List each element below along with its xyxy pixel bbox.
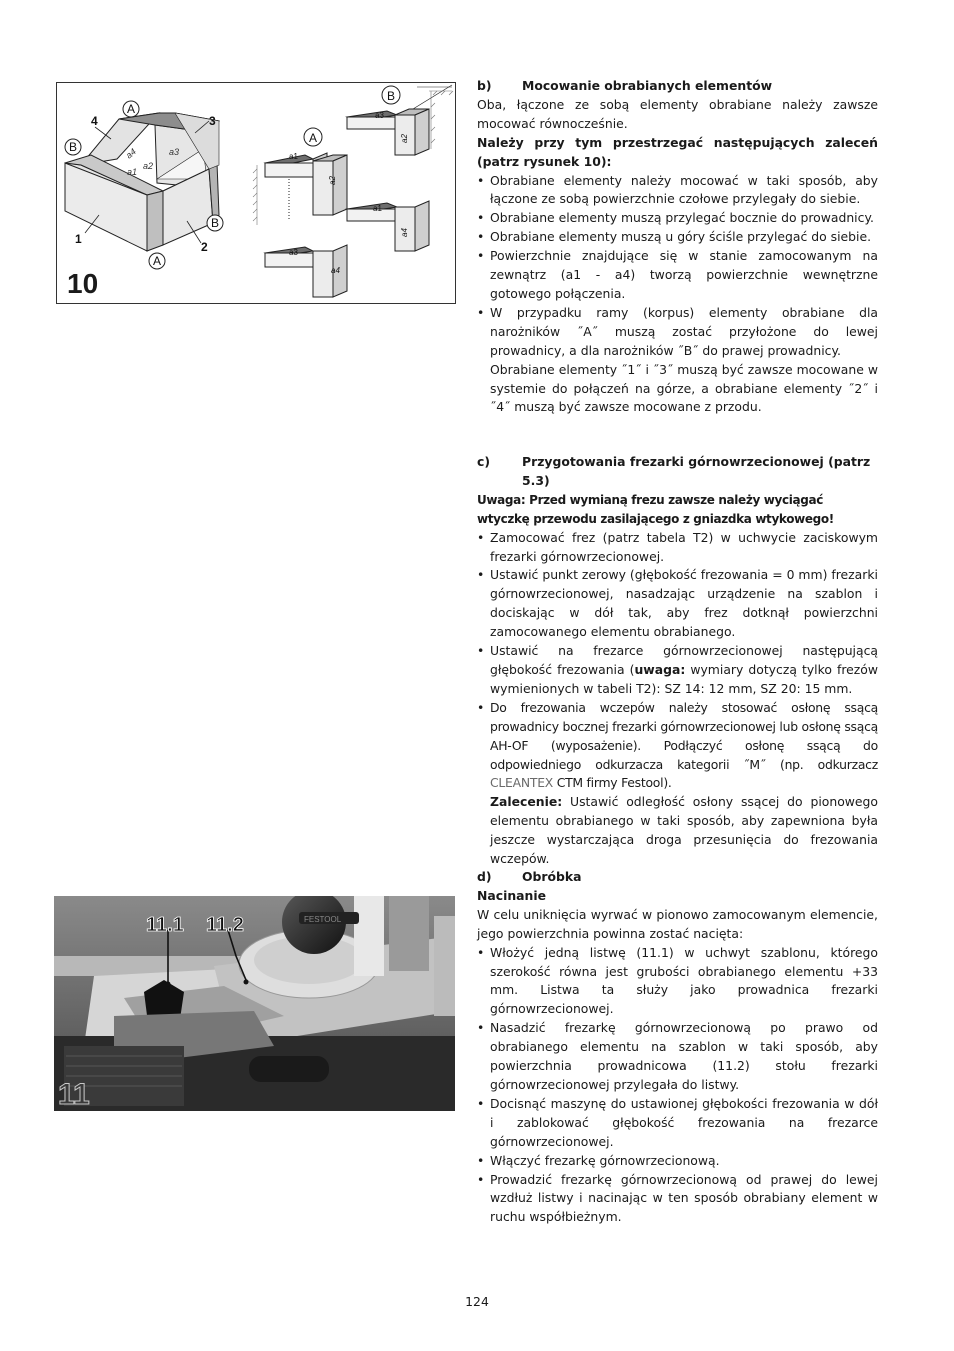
section-c-bullet-extraction [477,699,878,794]
section-b-title: Mocowanie obrabianych elementów [522,78,773,93]
section-d-heading [477,868,878,887]
section-d-letter: d) [477,869,492,884]
box-label-a4: a4 [123,146,138,161]
figure-10 [56,82,456,304]
section-c-bullet: • Ustawić punkt zerowy (głębokość frezowania = 0 mm) frezarki górnowrzecionowej, nasadzając urządzenie na szablon i dociskając w dół tak, aby frez dotknął powierzchni zamocowanego elementu obrabianego. [477,566,878,642]
pieces-label-a3-bottom: a3 [289,248,298,257]
page-number: 124 [465,1294,489,1309]
pieces-label-a2-top: a2 [400,134,409,143]
box-assembly [65,113,219,251]
section-d-intro: W celu uniknięcia wyrwać w pionowo zamocowanym elemencie, jego powierzchnia powinna zostać nacięta: [477,906,878,941]
pieces-label-a4-mid: a4 [400,228,409,237]
box-label-4: 4 [91,114,98,128]
section-c-recommendation [477,793,878,869]
figure-10-drawing [57,83,455,303]
box-label-3: 3 [209,114,216,128]
box-label-a1: a1 [127,167,138,177]
section-c [477,453,878,869]
section-d-bullets [477,944,878,1228]
section-b-bullets [477,172,878,361]
section-c-bullet3-rest: wymiary dotyczą tylko frezów wymienionych w tabeli T2): SZ 14: 12 mm, SZ 20: 15 mm. [490,661,878,696]
pieces-label-a3-top: a3 [375,111,384,120]
section-b-continuation: Obrabiane elementy ˝1˝ i ˝3˝ muszą być zawsze mocowane w systemie do połączeń na górze, a obrabiane elementy ˝2˝ i ˝4˝ muszą być zawsze mocowane z przodu. [490,361,878,415]
figure-10-number: 10 [67,268,99,299]
section-c-recommend-text: Ustawić odległość osłony ssącej do pionowego elementu obrabianego w taki sposób, aby zapewniona była jeszcze wystarczająca droga przesunięcia do frezowania wczepów. [490,794,878,867]
photo-label-11-2: 11.2 [206,914,244,936]
section-c-bullet3-note: uwaga: [634,661,686,677]
box-label-1: 1 [75,232,82,246]
section-c-bullets [477,529,878,794]
section-d-bullet: • Nasadzić frezarkę górnowrzecionową po prawo od obrabianego elementu na szablon w taki sposób, aby powierzchnia prowadnicowa (11.2) stołu frezarki górnowrzecionowej przylegała do listwy. [477,1019,878,1095]
marker-B-bottom: B [210,216,220,230]
section-c-heading [477,453,878,491]
piece-pair-b-middle [347,201,429,251]
figure-11-drawing [54,896,455,1111]
router-brand-text: FESTOOL [304,915,342,924]
section-d-bullet: • Włożyć jedną listwę (11.1) w uchwyt szablonu, którego szerokość równa jest grubości obrabianego elementu +33 mm. Listwa ta służy jako prowadnica frezarki górnowrzecionowej. [477,944,878,1020]
section-d [477,868,878,1227]
section-c-bullet: • Zamocować frez (patrz tabela T2) w uchwycie zaciskowym frezarki górnowrzecionowej. [477,529,878,567]
figure-11-photo [54,896,455,1111]
section-b-bullet: • W przypadku ramy (korpus) elementy obrabiane dla narożników ˝A˝ muszą zostać przyłożone do lewej prowadnicy, a dla narożników ˝B˝ do prawej prowadnicy. [477,304,878,361]
piece-pair-a-top [265,153,347,221]
pieces-label-a1-mid: a1 [373,204,382,213]
section-d-title: Obróbka [522,869,582,884]
section-b [477,77,878,417]
section-c-title: Przygotowania frezarki górnowrzecionowej (patrz 5.3) [522,454,871,488]
section-b-rule: Należy przy tym przestrzegać następujących zaleceń (patrz rysunek 10): [477,134,878,169]
box-label-2: 2 [201,240,208,254]
section-b-bullet: • Obrabiane elementy muszą u góry ściśle przylegać do siebie. [477,228,878,247]
section-c-letter: c) [477,454,491,469]
photo-label-11-1: 11.1 [146,914,184,936]
marker-A-right: A [308,131,318,145]
section-b-bullet: • Obrabiane elementy muszą przylegać bocznie do prowadnicy. [477,209,878,228]
section-d-bullet: • Włączyć frezarkę górnowrzecionową. [477,1152,878,1171]
section-b-intro: Oba, łączone ze sobą elementy obrabiane należy zawsze mocować równocześnie. [477,96,878,131]
figure-11-number: 11 [58,1078,90,1111]
marker-A-bottom: A [152,254,162,268]
section-c-recommend-label: Zalecenie: [490,794,563,810]
box-label-a3: a3 [169,147,180,157]
section-c-bullet4-rest: CTM firmy Festool). [553,775,672,791]
section-c-bullet4-text: Do frezowania wczepów należy stosować osłonę ssącą prowadnicy bocznej frezarki górnowrzecionowej lub osłonę ssącą AH-OF (wyposażenie). Podłączyć osłonę ssącą do odpowiedniego odkurzacza kategorii ˝M˝ (np. odkurzacz [490,699,878,772]
pieces-label-a2-mid: a2 [328,176,337,185]
section-d-bullet: • Prowadzić frezarkę górnowrzecionową od prawej do lewej wzdłuż listwy i nacinając w ten sposób obrabiany element w ruchu współbieżnym. [477,1171,878,1228]
pieces-label-a1-top: a1 [289,152,298,161]
section-c-bullet-depth [477,642,878,699]
section-d-subtitle: Nacinanie [477,887,546,903]
section-b-bullet: • Powierzchnie znajdujące się w stanie zamocowanym na zewnątrz (a1 - a4) tworzą powierzchnie wewnętrzne gotowego połączenia. [477,247,878,304]
section-b-letter: b) [477,78,492,93]
box-label-a2: a2 [143,161,154,171]
marker-B-left: B [68,140,78,154]
section-c-cleantex-brand: CLEANTEX [490,775,554,791]
pieces-label-a4-bottom: a4 [331,266,340,275]
section-d-bullet: • Docisnąć maszynę do ustawionej głębokości frezowania w dół i zablokować głębokość frezowania na frezarce górnowrzecionowej. [477,1095,878,1152]
section-c-bullet3-text: Ustawić na frezarce górnowrzecionowej następującą głębokość frezowania ( [490,643,878,677]
marker-A-top: A [126,102,136,116]
section-c-warning: Uwaga: Przed wymianą frezu zawsze należy wyciągać wtyczkę przewodu zasilającego z gniazdka wtykowego! [477,492,834,526]
section-b-heading [477,77,878,96]
marker-B-right: B [386,89,396,103]
section-b-bullet: • Obrabiane elementy należy mocować w taki sposób, aby łączone ze sobą powierzchnie czołowe przylegały do siebie. [477,172,878,210]
